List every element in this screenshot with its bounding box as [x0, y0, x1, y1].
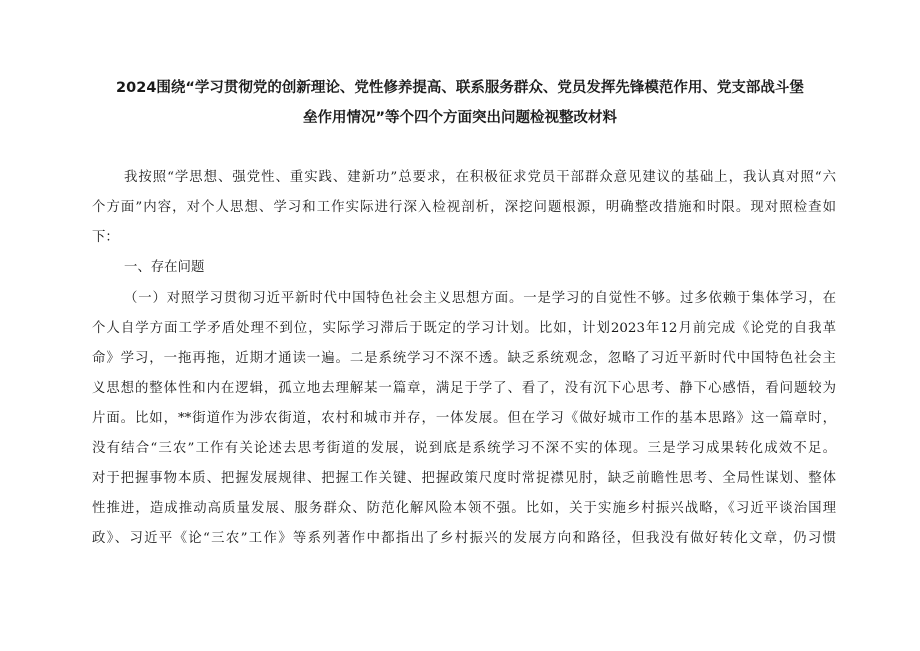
paragraph-1-line-4: 义思想的整体性和内在逻辑，孤立地去理解某一篇章，满足于学了、看了，没有沉下心思考、静下心感悟，看问题较为 [92, 381, 836, 396]
paragraph-1-line-1: （一）对照学习贯彻习近平新时代中国特色社会主义思想方面。一是学习的自觉性不够。过多依赖于集体学习，在 [124, 291, 836, 306]
paragraph-1-line-2: 个人自学方面工学矛盾处理不到位，实际学习滞后于既定的学习计划。比如，计划2023年12月前完成《论党的自我革 [92, 321, 836, 336]
paragraph-1-line-3: 命》学习，一拖再拖，近期才通读一遍。二是系统学习不深不透。缺乏系统观念，忽略了习近平新时代中国特色社会主 [92, 351, 836, 366]
paragraph-1-line-7: 对于把握事物本质、把握发展规律、把握工作关键、把握政策尺度时常捉襟见肘，缺乏前瞻性思考、全局性谋划、整体 [92, 471, 836, 486]
intro-paragraph-line-1: 我按照“学思想、强党性、重实践、建新功”总要求，在积极征求党员干部群众意见建议的基础上，我认真对照“六 [124, 170, 836, 185]
section-heading: 一、存在问题 [124, 260, 205, 275]
document-title-line-2: 垒作用情况”等个四个方面突出问题检视整改材料 [302, 110, 618, 126]
paragraph-1-line-5: 片面。比如，**街道作为涉农街道，农村和城市并存，一体发展。但在学习《做好城市工作的基本思路》这一篇章时， [92, 411, 836, 426]
paragraph-1-line-6: 没有结合“三农”工作有关论述去思考街道的发展，说到底是系统学习不深不实的体现。三是学习成果转化成效不足。 [92, 441, 836, 456]
document-title-line-1: 2024围绕“学习贯彻党的创新理论、党性修养提高、联系服务群众、党员发挥先锋模范作用、党支部战斗堡 [116, 80, 804, 96]
paragraph-1-line-8: 性推进，造成推动高质量发展、服务群众、防范化解风险本领不强。比如，关于实施乡村振兴战略，《习近平谈治国理 [92, 501, 836, 516]
intro-paragraph-line-3: 下： [92, 230, 119, 245]
paragraph-1-line-9: 政》、习近平《论“三农”工作》等系列著作中都指出了乡村振兴的发展方向和路径，但我没有做好转化文章，仍习惯 [92, 531, 836, 546]
intro-paragraph-line-2: 个方面”内容，对个人思想、学习和工作实际进行深入检视剖析，深挖问题根源，明确整改措施和时限。现对照检查如 [92, 200, 836, 215]
